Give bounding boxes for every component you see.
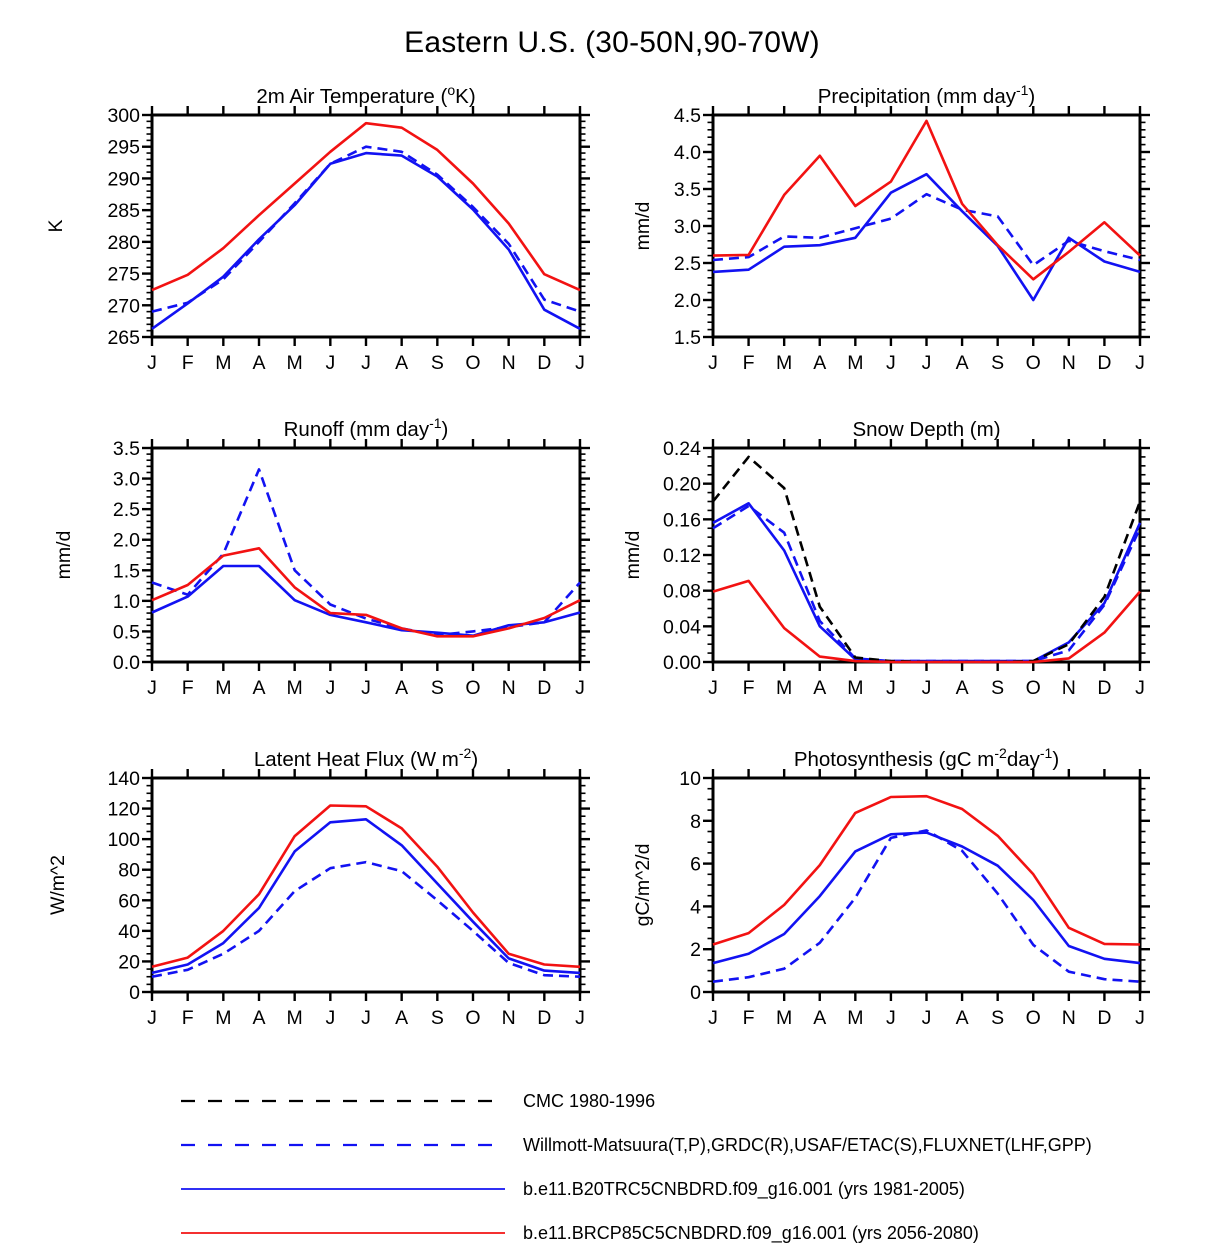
x-tick-label: J bbox=[147, 677, 157, 699]
x-tick-label: A bbox=[395, 677, 409, 699]
x-tick-label: A bbox=[955, 677, 969, 699]
x-tick-label: A bbox=[252, 1007, 266, 1029]
series-line-hist bbox=[713, 833, 1140, 964]
axis-ticks bbox=[703, 106, 1150, 346]
axis-ticks bbox=[703, 439, 1150, 671]
x-tick-label: A bbox=[955, 1007, 969, 1029]
x-tick-label: J bbox=[921, 352, 932, 374]
y-tick-label: 295 bbox=[107, 136, 140, 159]
x-tick-label: F bbox=[181, 352, 194, 374]
x-tick-label: A bbox=[252, 352, 266, 374]
x-tick-label: M bbox=[215, 352, 232, 374]
x-tick-label: F bbox=[742, 677, 755, 699]
y-tick-label: 0 bbox=[690, 982, 701, 1004]
series-line-obs bbox=[152, 147, 580, 312]
legend-entry-obs bbox=[180, 1134, 1092, 1156]
x-tick-label: D bbox=[537, 1007, 552, 1029]
axis-ticks bbox=[142, 769, 590, 1001]
x-tick-label: J bbox=[325, 1007, 336, 1029]
plot-frame bbox=[713, 115, 1140, 337]
x-tick-label: A bbox=[813, 677, 827, 699]
legend-entry-cmc bbox=[180, 1090, 655, 1112]
y-tick-label: 4.0 bbox=[673, 142, 701, 164]
y-tick-label: 60 bbox=[118, 890, 140, 913]
x-tick-label: S bbox=[430, 1007, 444, 1029]
y-tick-label: 3.0 bbox=[112, 468, 140, 491]
series-line-rcp85 bbox=[713, 121, 1140, 279]
axis-ticks bbox=[703, 769, 1150, 1001]
y-tick-label: 1.5 bbox=[673, 327, 701, 349]
y-tick-label: 100 bbox=[107, 829, 140, 852]
y-tick-label: 120 bbox=[107, 798, 140, 821]
x-tick-label: M bbox=[776, 1007, 793, 1029]
y-tick-label: 0.5 bbox=[112, 621, 140, 644]
y-axis-label: gC/m^2/d bbox=[632, 843, 654, 927]
legend-entry-rcp85 bbox=[180, 1222, 979, 1244]
series-line-rcp85 bbox=[152, 806, 580, 967]
x-tick-label: M bbox=[215, 1007, 232, 1029]
x-tick-label: J bbox=[361, 677, 371, 699]
panel-title: Precipitation (mm day$^{-1}$) bbox=[817, 82, 1036, 108]
x-tick-label: O bbox=[1025, 677, 1041, 699]
x-tick-label: O bbox=[465, 677, 481, 699]
plot-frame bbox=[152, 115, 580, 337]
y-tick-label: 300 bbox=[107, 105, 140, 127]
axis-ticks bbox=[142, 106, 590, 346]
y-tick-label: 285 bbox=[107, 200, 140, 223]
plot-frame bbox=[152, 448, 580, 662]
series-line-rcp85 bbox=[713, 581, 1140, 662]
x-tick-label: F bbox=[742, 1007, 755, 1029]
x-tick-label: M bbox=[286, 677, 303, 699]
x-tick-label: O bbox=[1025, 1007, 1041, 1029]
x-tick-label: N bbox=[1061, 352, 1076, 374]
x-tick-label: J bbox=[1135, 352, 1145, 374]
series-line-obs bbox=[713, 830, 1140, 981]
x-tick-label: J bbox=[325, 677, 336, 699]
series-line-obs bbox=[713, 506, 1140, 661]
y-tick-label: 0.16 bbox=[663, 509, 701, 532]
x-tick-label: O bbox=[465, 1007, 481, 1029]
x-tick-label: J bbox=[575, 677, 585, 699]
y-tick-label: 1.0 bbox=[112, 590, 140, 613]
y-axis-label: mm/d bbox=[53, 530, 75, 580]
y-axis-label: K bbox=[45, 219, 67, 233]
y-tick-label: 2.5 bbox=[112, 499, 140, 522]
x-tick-label: J bbox=[361, 352, 371, 374]
y-tick-label: 4.5 bbox=[673, 105, 701, 127]
panel-photosynthesis bbox=[632, 745, 1150, 1029]
plot-frame bbox=[713, 778, 1140, 992]
y-tick-label: 290 bbox=[107, 168, 140, 191]
x-tick-label: N bbox=[501, 352, 516, 374]
panel-title: Photosynthesis (gC $m^{-2}day^{-1}$) bbox=[793, 745, 1060, 771]
y-tick-label: 20 bbox=[118, 951, 140, 974]
x-tick-label: J bbox=[708, 352, 718, 374]
y-tick-label: 2.0 bbox=[673, 290, 701, 312]
x-tick-label: D bbox=[1097, 1007, 1112, 1029]
x-tick-label: J bbox=[361, 1007, 371, 1029]
series-line-hist bbox=[713, 503, 1140, 661]
x-tick-label: D bbox=[537, 352, 552, 374]
y-tick-label: 0.04 bbox=[663, 616, 701, 639]
x-tick-label: S bbox=[991, 1007, 1005, 1029]
panel-snow-depth bbox=[622, 418, 1150, 699]
x-tick-label: A bbox=[813, 1007, 827, 1029]
panel-precipitation bbox=[632, 82, 1150, 374]
legend-line-hist bbox=[180, 1185, 506, 1193]
panel-title: Runoff (mm day$^{-1}$) bbox=[283, 415, 449, 441]
y-tick-label: 0 bbox=[129, 982, 140, 1004]
x-tick-label: O bbox=[1025, 352, 1041, 374]
x-tick-label: D bbox=[537, 677, 552, 699]
axis-ticks bbox=[142, 439, 590, 671]
x-tick-label: M bbox=[847, 352, 864, 374]
x-tick-label: A bbox=[395, 352, 409, 374]
y-tick-label: 1.5 bbox=[112, 560, 140, 583]
panel-temperature bbox=[45, 82, 590, 374]
x-tick-label: D bbox=[1097, 677, 1112, 699]
y-tick-label: 4 bbox=[690, 896, 701, 919]
y-axis-label: mm/d bbox=[632, 201, 654, 251]
x-tick-label: J bbox=[575, 1007, 585, 1029]
panel-latent-heat-flux bbox=[47, 745, 590, 1029]
x-tick-label: S bbox=[430, 352, 444, 374]
series-line-hist bbox=[152, 153, 580, 329]
y-tick-label: 2 bbox=[690, 939, 701, 962]
legend-label-hist: b.e11.B20TRC5CNBDRD.f09_g16.001 (yrs 1981-2005) bbox=[523, 1178, 965, 1199]
y-tick-label: 0.24 bbox=[663, 438, 701, 460]
y-tick-label: 3.0 bbox=[673, 216, 701, 238]
x-tick-label: S bbox=[991, 677, 1005, 699]
legend-label-cmc: CMC 1980-1996 bbox=[523, 1090, 656, 1111]
x-tick-label: S bbox=[430, 677, 444, 699]
x-tick-label: J bbox=[325, 352, 336, 374]
panel-title: Snow Depth (m) bbox=[852, 418, 1001, 441]
x-tick-label: J bbox=[886, 677, 896, 699]
y-axis-label: mm/d bbox=[622, 530, 644, 580]
figure-title: Eastern U.S. (30-50N,90-70W) bbox=[404, 26, 820, 59]
y-tick-label: 80 bbox=[118, 859, 140, 882]
y-tick-label: 0.00 bbox=[663, 652, 701, 674]
x-tick-label: J bbox=[708, 677, 718, 699]
y-tick-label: 0.0 bbox=[112, 652, 140, 674]
legend-line-obs bbox=[180, 1141, 506, 1149]
x-tick-label: J bbox=[147, 1007, 157, 1029]
y-tick-label: 0.12 bbox=[663, 545, 701, 567]
y-tick-label: 3.5 bbox=[673, 179, 701, 201]
x-tick-label: J bbox=[886, 1007, 896, 1029]
x-tick-label: N bbox=[1061, 677, 1076, 699]
y-tick-label: 280 bbox=[107, 231, 140, 254]
x-tick-label: J bbox=[147, 352, 157, 374]
y-axis-label: W/m^2 bbox=[47, 854, 69, 916]
y-tick-label: 10 bbox=[679, 768, 701, 790]
y-tick-label: 270 bbox=[107, 295, 140, 318]
x-tick-label: J bbox=[921, 1007, 932, 1029]
plot-frame bbox=[713, 448, 1140, 662]
legend-label-obs: Willmott-Matsuura(T,P),GRDC(R),USAF/ETAC(S),FLUXNET(LHF,GPP) bbox=[523, 1134, 1092, 1155]
panel-title: Latent Heat Flux (W $m^{-2}$) bbox=[253, 745, 479, 771]
x-tick-label: M bbox=[286, 352, 303, 374]
x-tick-label: A bbox=[252, 677, 266, 699]
x-tick-label: M bbox=[776, 677, 793, 699]
x-tick-label: F bbox=[181, 677, 194, 699]
x-tick-label: N bbox=[501, 677, 516, 699]
series-line-hist bbox=[152, 819, 580, 973]
x-tick-label: S bbox=[991, 352, 1005, 374]
series-line-cmc bbox=[713, 457, 1140, 662]
x-tick-label: A bbox=[955, 352, 969, 374]
x-tick-label: M bbox=[847, 677, 864, 699]
x-tick-label: M bbox=[776, 352, 793, 374]
y-tick-label: 2.0 bbox=[112, 529, 140, 552]
y-tick-label: 0.08 bbox=[663, 580, 701, 603]
x-tick-label: J bbox=[708, 1007, 718, 1029]
x-tick-label: M bbox=[215, 677, 232, 699]
y-tick-label: 8 bbox=[690, 810, 701, 833]
x-tick-label: A bbox=[395, 1007, 409, 1029]
y-tick-label: 265 bbox=[107, 327, 140, 349]
series-line-rcp85 bbox=[713, 796, 1140, 944]
y-tick-label: 0.20 bbox=[663, 473, 701, 496]
x-tick-label: M bbox=[847, 1007, 864, 1029]
x-tick-label: M bbox=[286, 1007, 303, 1029]
x-tick-label: J bbox=[886, 352, 896, 374]
x-tick-label: F bbox=[181, 1007, 194, 1029]
panel-runoff bbox=[53, 415, 590, 699]
x-tick-label: J bbox=[1135, 677, 1145, 699]
x-tick-label: N bbox=[1061, 1007, 1076, 1029]
y-tick-label: 3.5 bbox=[112, 438, 140, 460]
series-line-rcp85 bbox=[152, 123, 580, 290]
y-tick-label: 6 bbox=[690, 853, 701, 876]
legend-label-rcp85: b.e11.BRCP85C5CNBDRD.f09_g16.001 (yrs 2056-2080) bbox=[523, 1222, 979, 1243]
y-tick-label: 2.5 bbox=[673, 253, 701, 275]
legend-entry-hist bbox=[180, 1178, 965, 1200]
x-tick-label: O bbox=[465, 352, 481, 374]
y-tick-label: 40 bbox=[118, 920, 140, 943]
y-tick-label: 140 bbox=[107, 768, 140, 790]
x-tick-label: J bbox=[921, 677, 932, 699]
y-tick-label: 275 bbox=[107, 263, 140, 286]
legend-line-cmc bbox=[180, 1097, 506, 1105]
x-tick-label: J bbox=[575, 352, 585, 374]
legend-line-rcp85 bbox=[180, 1229, 506, 1237]
x-tick-label: N bbox=[501, 1007, 516, 1029]
x-tick-label: J bbox=[1135, 1007, 1145, 1029]
x-tick-label: F bbox=[742, 352, 755, 374]
x-tick-label: D bbox=[1097, 352, 1112, 374]
x-tick-label: A bbox=[813, 352, 827, 374]
series-line-obs bbox=[152, 469, 580, 635]
panel-title: 2m Air Temperature ($^o$K) bbox=[256, 82, 476, 108]
